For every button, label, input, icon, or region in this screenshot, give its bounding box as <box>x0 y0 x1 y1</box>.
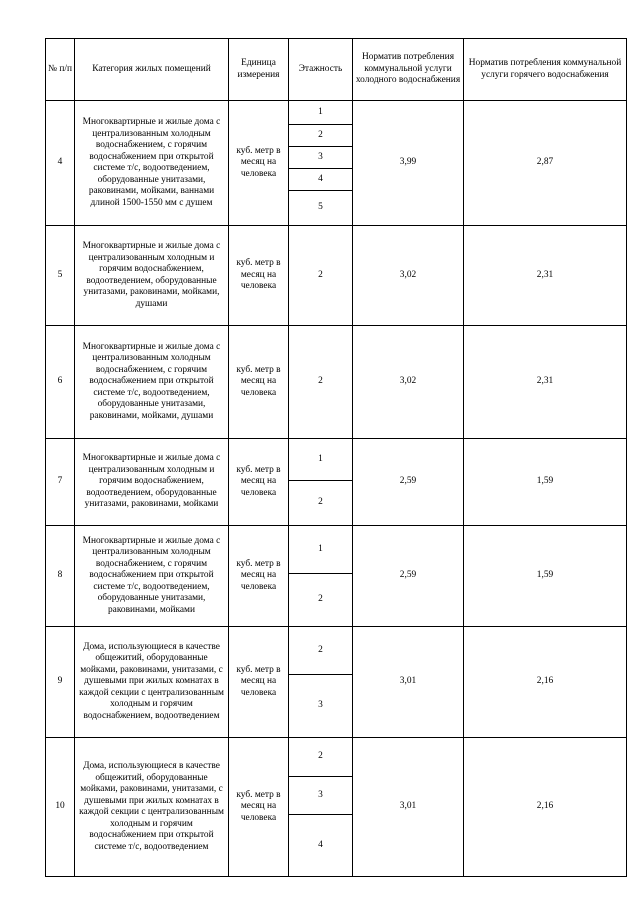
row-number: 9 <box>46 627 75 738</box>
row-category: Многоквартирные и жилые дома с централизованным холодным и горячим водоснабжением, водоотведением, оборудованные унитазами, раковинами, мойками <box>75 439 229 526</box>
header-number: № п/п <box>46 39 75 101</box>
row-floors <box>289 226 353 326</box>
row-category: Многоквартирные и жилые дома с централизованным холодным водоснабжением, с горячим водоснабжением при открытой системе т/с, водоотведением, оборудованные унитазами, раковинами, мойками, душами <box>75 326 229 439</box>
row-category: Многоквартирные и жилые дома с централизованным холодным и горячим водоснабжением, водоотведением, оборудованные унитазами, раковинами, мойками, душами <box>75 226 229 326</box>
row-floors <box>289 738 353 877</box>
row-number: 8 <box>46 526 75 627</box>
row-category: Дома, использующиеся в качестве общежитий, оборудованные мойками, раковинами, унитазами, с душевыми при жилых комнатах в каждой секции с централизованным холодным и горячим водоснабжением, водоотведением <box>75 627 229 738</box>
row-cold-water-norm: 3,01 <box>353 738 464 877</box>
row-unit: куб. метр в месяц на человека <box>229 226 289 326</box>
table-row <box>46 326 627 439</box>
row-cold-water-norm: 2,59 <box>353 526 464 627</box>
floor-value: 1 <box>318 453 323 464</box>
row-cold-water-norm: 3,01 <box>353 627 464 738</box>
row-floors <box>289 526 353 627</box>
floor-value: 5 <box>289 190 352 225</box>
row-unit: куб. метр в месяц на человека <box>229 439 289 526</box>
row-unit: куб. метр в месяц на человека <box>229 101 289 226</box>
table-row <box>46 738 627 877</box>
row-cold-water-norm: 3,02 <box>353 226 464 326</box>
table-row <box>46 226 627 326</box>
header-row <box>46 39 627 101</box>
header-hot-water-norm: Норматив потребления коммунальной услуги горячего водоснабжения <box>464 39 627 101</box>
row-hot-water-norm: 2,31 <box>464 226 627 326</box>
consumption-norms-table <box>45 38 627 877</box>
row-category: Многоквартирные и жилые дома с централизованным холодным водоснабжением, с горячим водоснабжением при открытой системе т/с, водоотведением, оборудованные унитазами, раковинами, мойками, ваннами длиной 1500-1550 мм с душем <box>75 101 229 226</box>
floor-value: 2 <box>318 376 323 387</box>
floor-value: 2 <box>289 573 352 626</box>
table-row <box>46 526 627 627</box>
floor-value: 2 <box>318 269 323 280</box>
row-number: 4 <box>46 101 75 226</box>
row-floors <box>289 627 353 738</box>
row-hot-water-norm: 2,16 <box>464 627 627 738</box>
floor-value: 4 <box>289 814 352 876</box>
row-hot-water-norm: 2,16 <box>464 738 627 877</box>
floor-list <box>289 526 352 626</box>
floor-value: 1 <box>318 106 323 117</box>
row-number: 5 <box>46 226 75 326</box>
floor-list <box>289 738 352 876</box>
floor-list <box>289 101 352 225</box>
floor-value: 4 <box>289 168 352 190</box>
row-category: Многоквартирные и жилые дома с централизованным холодным водоснабжением, с горячим водоснабжением при открытой системе т/с, водоотведением, оборудованные унитазами, раковинами, мойками <box>75 526 229 627</box>
row-unit: куб. метр в месяц на человека <box>229 326 289 439</box>
row-number: 6 <box>46 326 75 439</box>
row-floors <box>289 101 353 226</box>
row-number: 7 <box>46 439 75 526</box>
floor-value: 1 <box>318 543 323 554</box>
row-cold-water-norm: 3,99 <box>353 101 464 226</box>
row-cold-water-norm: 2,59 <box>353 439 464 526</box>
row-number: 10 <box>46 738 75 877</box>
header-cold-water-norm: Норматив потребления коммунальной услуги холодного водоснабжения <box>353 39 464 101</box>
table-row <box>46 101 627 226</box>
row-cold-water-norm: 3,02 <box>353 326 464 439</box>
row-floors <box>289 326 353 439</box>
row-hot-water-norm: 1,59 <box>464 439 627 526</box>
floor-value: 2 <box>289 480 352 525</box>
row-floors <box>289 439 353 526</box>
header-floors: Этажность <box>289 39 353 101</box>
table-row <box>46 627 627 738</box>
floor-value: 2 <box>318 751 323 762</box>
row-hot-water-norm: 2,87 <box>464 101 627 226</box>
floor-value: 3 <box>289 776 352 814</box>
floor-value: 2 <box>318 644 323 655</box>
floor-list <box>289 226 352 325</box>
table-row <box>46 439 627 526</box>
header-unit: Единица измерения <box>229 39 289 101</box>
row-unit: куб. метр в месяц на человека <box>229 627 289 738</box>
row-unit: куб. метр в месяц на человека <box>229 738 289 877</box>
floor-value: 2 <box>289 124 352 146</box>
floor-value: 3 <box>289 146 352 168</box>
row-category: Дома, использующиеся в качестве общежитий, оборудованные мойками, раковинами, унитазами, с душевыми при жилых комнатах в каждой секции с централизованным холодным и горячим водоснабжением при открытой системе т/с, водоотведением <box>75 738 229 877</box>
floor-list <box>289 326 352 438</box>
row-unit: куб. метр в месяц на человека <box>229 526 289 627</box>
header-category: Категория жилых помещений <box>75 39 229 101</box>
row-hot-water-norm: 1,59 <box>464 526 627 627</box>
row-hot-water-norm: 2,31 <box>464 326 627 439</box>
floor-list <box>289 439 352 525</box>
floor-list <box>289 627 352 737</box>
floor-value: 3 <box>289 674 352 737</box>
